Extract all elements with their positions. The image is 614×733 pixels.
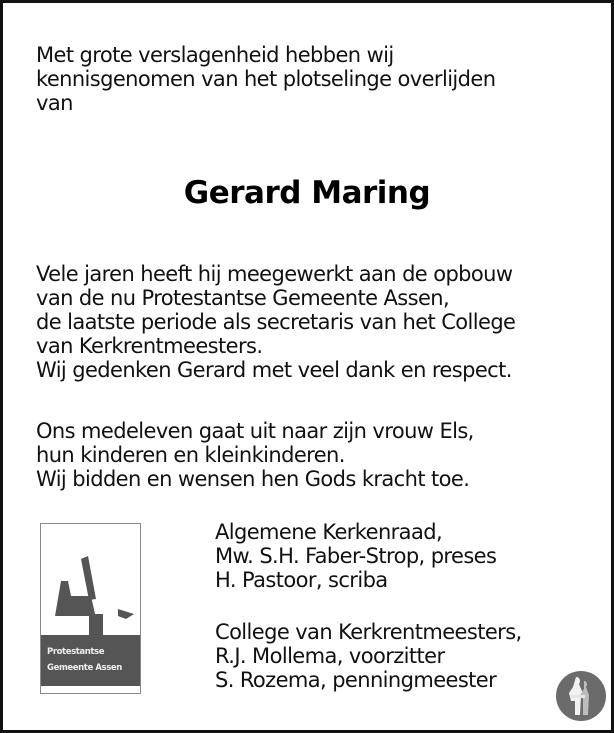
signatory-line: College van Kerkrentmeesters, [215, 620, 522, 644]
church-logo [40, 523, 141, 694]
logo-band [41, 635, 140, 686]
tribute-line: van Kerkrentmeesters. [36, 334, 263, 358]
tribute-line: Vele jaren heeft hij meegewerkt aan de opbouw [36, 262, 513, 286]
deceased-name: Gerard Maring [183, 175, 431, 211]
signatory-line: H. Pastoor, scriba [215, 568, 388, 592]
condolence-paragraph [36, 419, 474, 491]
signatory-line: Mw. S.H. Faber-Strop, preses [215, 544, 497, 568]
intro-text [36, 43, 495, 115]
logo-line-1: Protestantse [47, 647, 105, 657]
signatory-line: R.J. Mollema, voorzitter [215, 644, 445, 668]
intro-line: van [36, 91, 73, 115]
signatory-line: Algemene Kerkenraad, [215, 520, 443, 544]
condolence-line: Ons medeleven gaat uit naar zijn vrouw Els, [36, 419, 474, 443]
church-logo-icon [41, 524, 140, 635]
signatory-group-churchwardens [215, 620, 522, 692]
condolence-line: Wij bidden en wensen hen Gods kracht toe. [36, 467, 470, 491]
intro-line: kennisgenomen van het plotselinge overlijden [36, 67, 496, 91]
intro-line: Met grote verslagenheid hebben wij [36, 43, 394, 67]
condolence-line: hun kinderen en kleinkinderen. [36, 443, 345, 467]
logo-line-2: Gemeente Assen [47, 663, 122, 673]
signatory-line: S. Rozema, penningmeester [215, 668, 497, 692]
tribute-line: Wij gedenken Gerard met veel dank en respect. [36, 358, 512, 382]
tribute-line: van de nu Protestantse Gemeente Assen, [36, 286, 450, 310]
embracing-figures-icon [556, 671, 606, 721]
tribute-paragraph [36, 262, 515, 382]
tribute-line: de laatste periode als secretaris van het College [36, 310, 516, 334]
signatory-group-church-council [215, 520, 496, 592]
